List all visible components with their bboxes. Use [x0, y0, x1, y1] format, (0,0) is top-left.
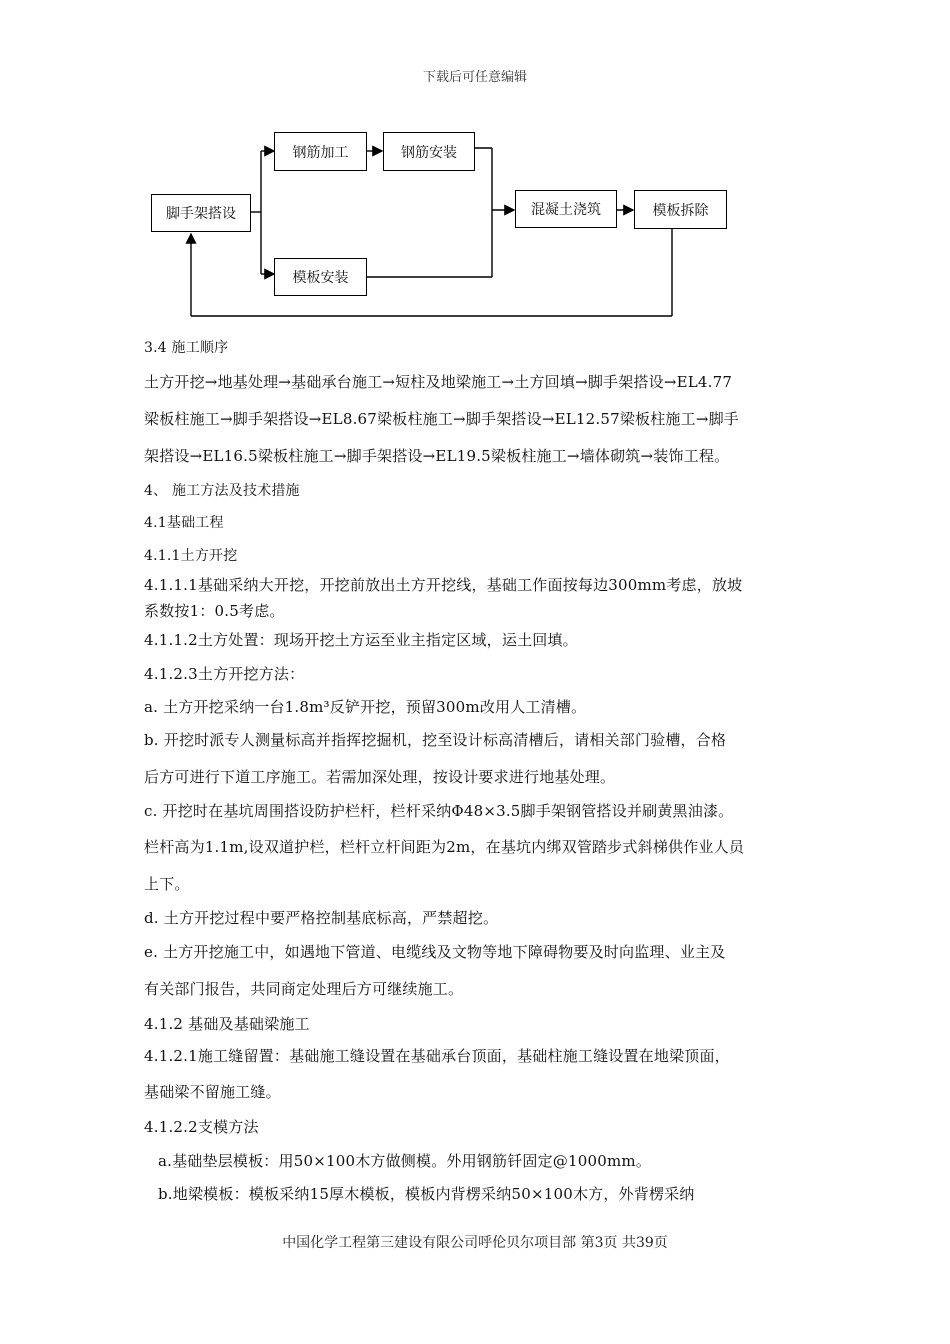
para-4-1-2-2-heading: 4.1.2.2支模方法 [144, 1118, 259, 1136]
item-d: d. 土方开挖过程中要严格控制基底标高，严禁超挖。 [144, 909, 499, 927]
node-rebar-installation: 钢筋安装 [383, 132, 475, 171]
para-4-1-2-1-line-1: 4.1.2.1施工缝留置：基础施工缝设置在基础承台顶面，基础柱施工缝设置在地梁顶面， [144, 1047, 730, 1065]
formwork-item-b: b.地梁模板：模板采纳15厚木模板，模板内背楞采纳50×100木方，外背楞采纳 [158, 1185, 695, 1203]
node-concrete-pouring: 混凝土浇筑 [515, 190, 617, 228]
para-4-1-1-1-line-2: 系数按1：0.5考虑。 [144, 602, 285, 620]
item-c-line-3: 上下。 [144, 875, 190, 893]
formwork-item-a: a.基础垫层模板：用50×100木方做侧模。外用钢筋钎固定@1000mm。 [158, 1152, 652, 1170]
header-watermark: 下载后可任意编辑 [422, 70, 527, 85]
section-3-4-heading: 3.4 施工顺序 [144, 340, 229, 356]
sequence-line-3: 架搭设→EL16.5梁板柱施工→脚手架搭设→EL19.5梁板柱施工→墙体砌筑→装饰工程。 [144, 447, 730, 465]
item-a: a. 土方开挖采纳一台1.8m³反铲开挖，预留300m改用人工清槽。 [144, 698, 587, 716]
item-e-line-1: e. 土方开挖施工中，如遇地下管道、电缆线及文物等地下障碍物要及时向监理、业主及 [144, 943, 726, 961]
node-formwork-removal: 模板拆除 [634, 190, 727, 229]
section-4-1-2-heading: 4.1.2 基础及基础梁施工 [144, 1015, 310, 1033]
item-e-line-2: 有关部门报告，共同商定处理后方可继续施工。 [144, 980, 464, 998]
item-c-line-2: 栏杆高为1.1m,设双道护栏，栏杆立杆间距为2m，在基坑内绑双管踏步式斜梯供作业人员 [144, 838, 745, 856]
section-4-1-1-heading: 4.1.1土方开挖 [144, 548, 238, 564]
node-formwork-installation: 模板安装 [274, 258, 367, 296]
node-rebar-processing: 钢筋加工 [274, 132, 367, 171]
section-4-1-heading: 4.1基础工程 [144, 515, 224, 531]
sequence-line-2: 梁板柱施工→脚手架搭设→EL8.67梁板柱施工→脚手架搭设→EL12.57梁板柱施工→脚手 [144, 410, 740, 428]
para-4-1-1-2: 4.1.1.2土方处置：现场开挖土方运至业主指定区域，运土回填。 [144, 631, 578, 649]
sequence-line-1: 土方开挖→地基处理→基础承台施工→短柱及地梁施工→土方回填→脚手架搭设→EL4.77 [144, 373, 733, 391]
para-4-1-2-3-heading: 4.1.2.3土方开挖方法： [144, 665, 305, 683]
node-scaffold-setup: 脚手架搭设 [151, 194, 251, 232]
item-b-line-2: 后方可进行下道工序施工。若需加深处理，按设计要求进行地基处理。 [144, 768, 616, 786]
construction-flowchart [140, 128, 740, 328]
page-footer: 中国化学工程第三建设有限公司呼伦贝尔项目部 第3页 共39页 [282, 1235, 668, 1251]
item-b-line-1: b. 开挖时派专人测量标高并指挥挖掘机，挖至设计标高清槽后，请相关部门验槽，合格 [144, 731, 727, 749]
item-c-line-1: c. 开挖时在基坑周围搭设防护栏杆，栏杆采纳Φ48×3.5脚手架钢管搭设并刷黄黑油漆。 [144, 802, 734, 820]
para-4-1-2-1-line-2: 基础梁不留施工缝。 [144, 1083, 281, 1101]
para-4-1-1-1-line-1: 4.1.1.1基础采纳大开挖，开挖前放出土方开挖线，基础工作面按每边300mm考虑，放坡 [144, 576, 743, 594]
section-4-heading: 4、 施工方法及技术措施 [144, 483, 300, 499]
